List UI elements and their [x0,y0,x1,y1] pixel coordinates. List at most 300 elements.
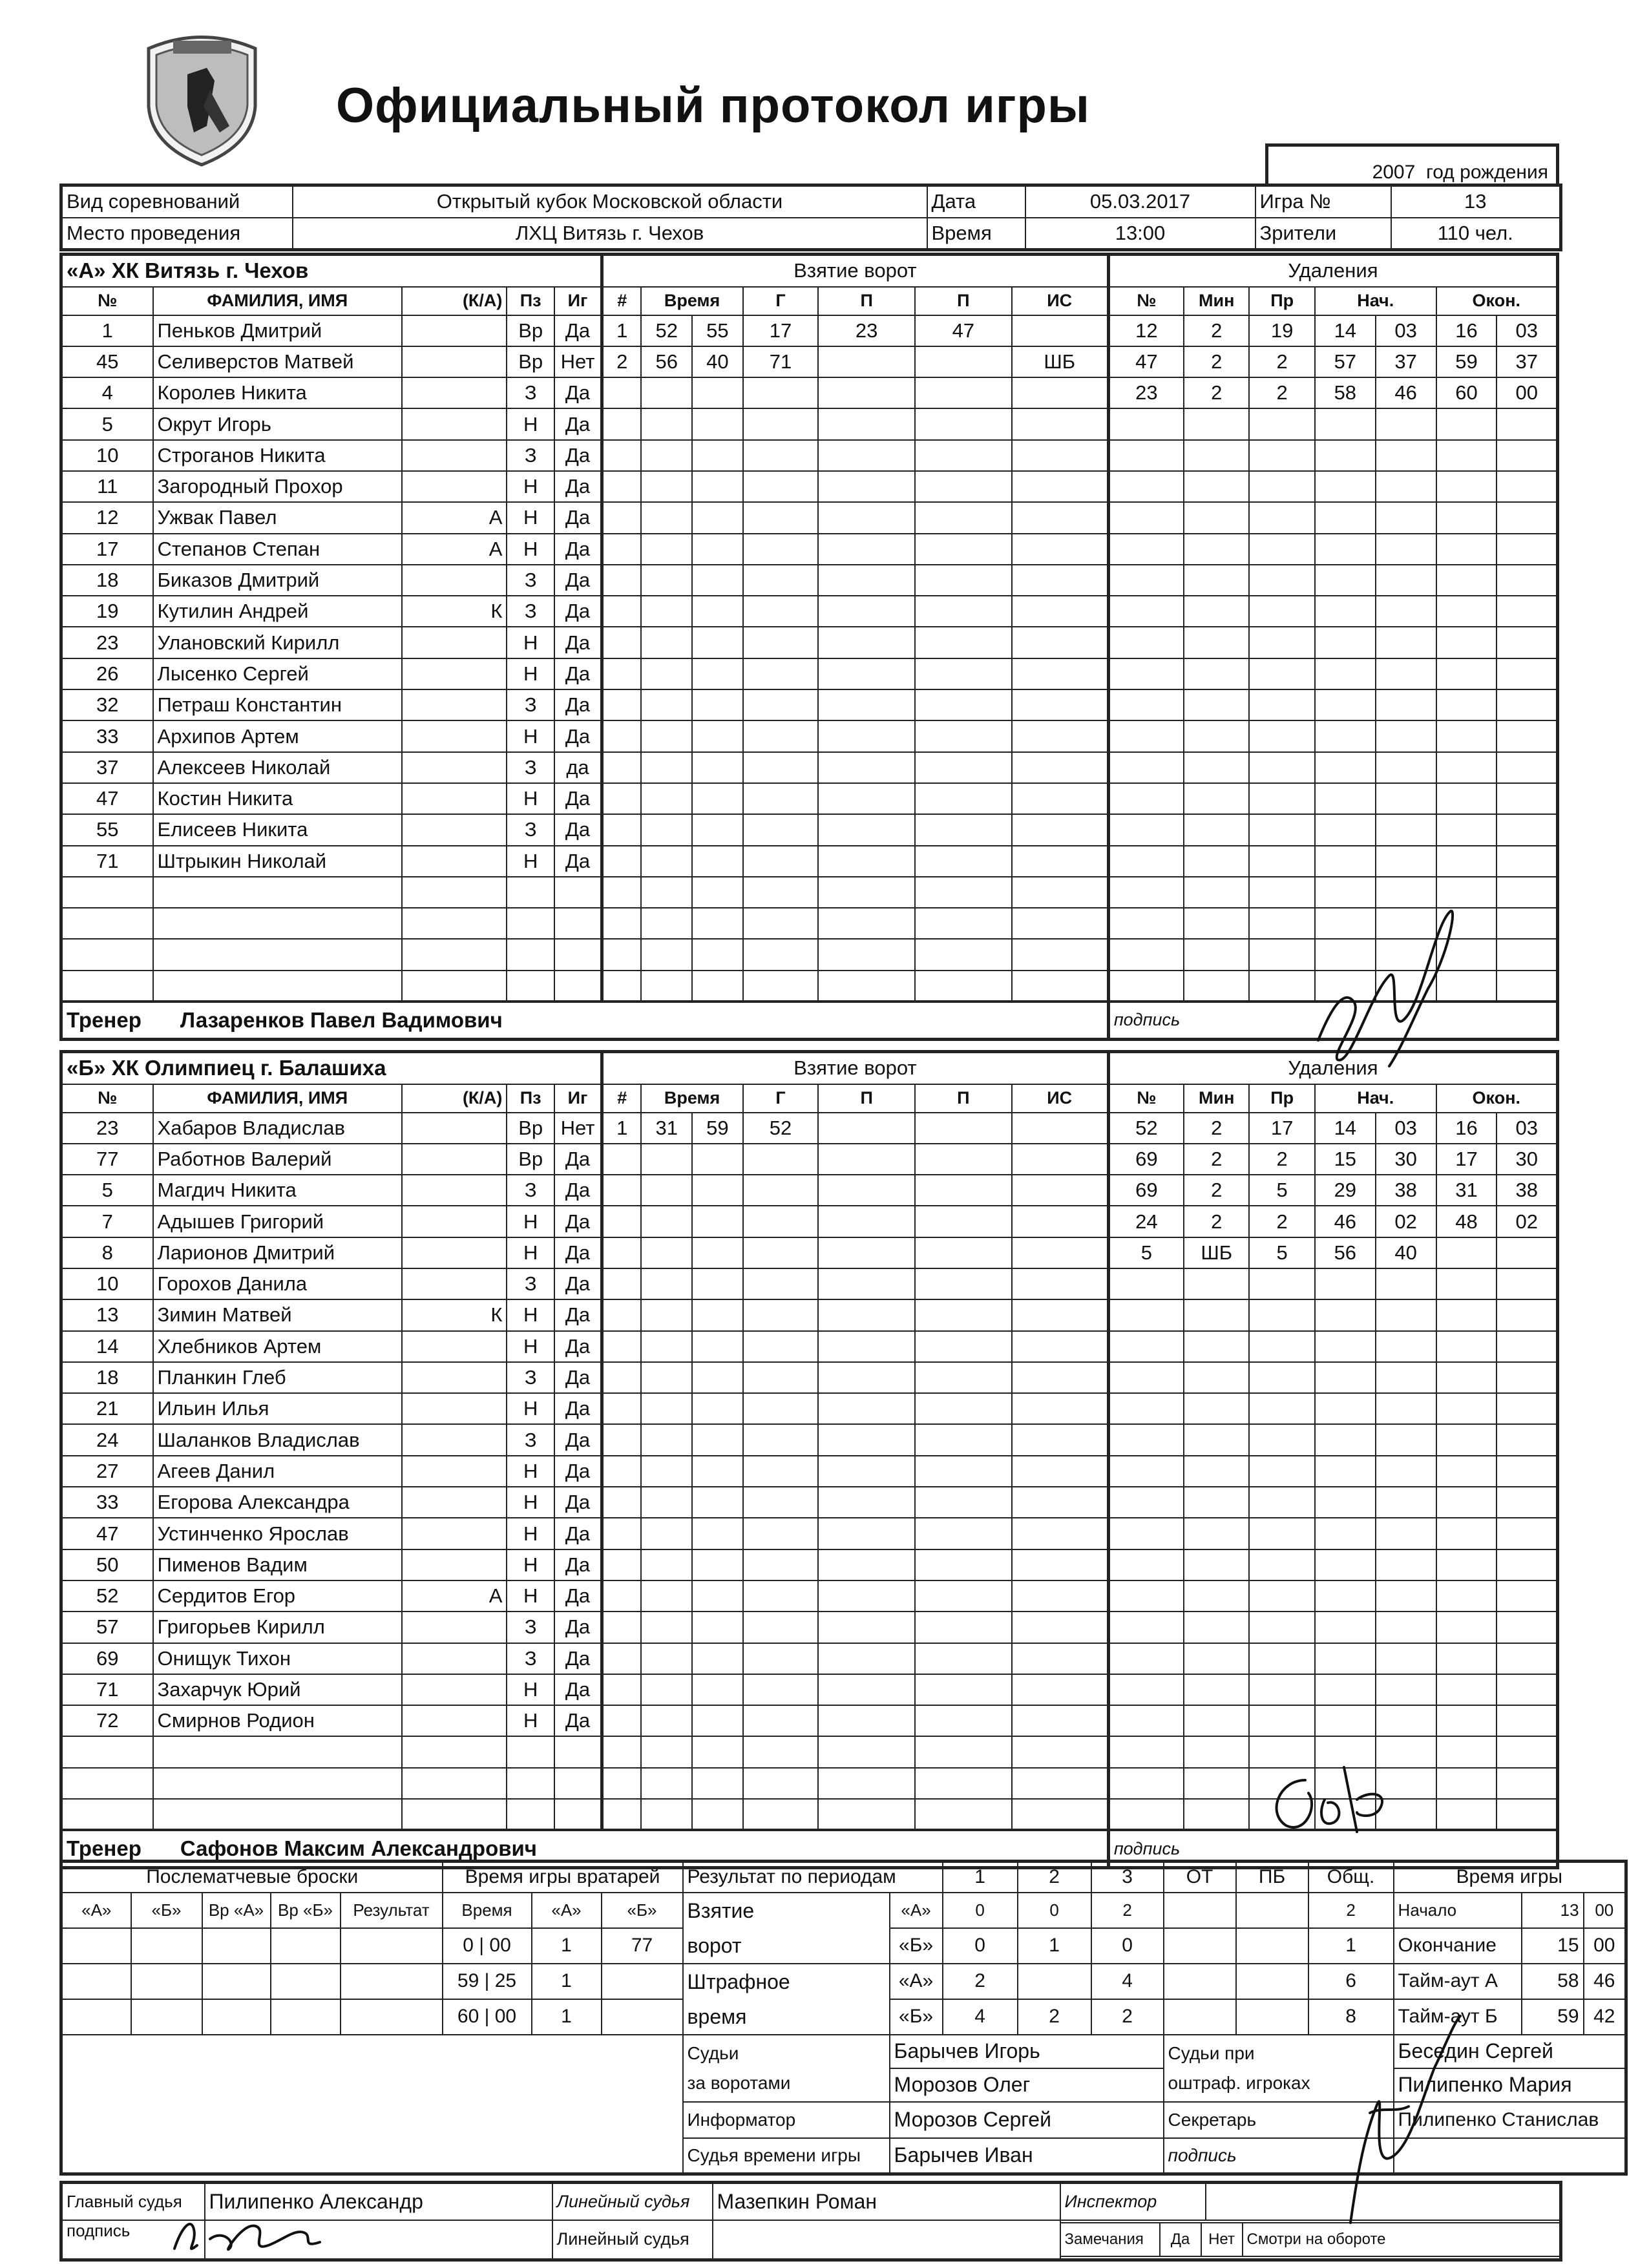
penalty-start-sec: 40 [1376,1237,1436,1268]
goal-scorer [743,1268,819,1299]
goal-number [602,534,642,565]
col-assist-1-header: П [818,287,915,315]
penalty-player [1108,1299,1184,1330]
penalty-start-sec [1376,1299,1436,1330]
penalty-start-min [1315,1549,1376,1580]
goal-second [692,1175,743,1206]
table-row [61,502,1558,533]
player-name: Онищук Тихон [153,1643,403,1674]
player-number [61,1768,153,1799]
table-row [61,534,1558,565]
player-played: Да [554,1268,602,1299]
start-label: Начало [1394,1893,1522,1928]
goal-assist-1 [818,814,915,845]
goal-number [602,471,642,502]
penalty-start-min: 14 [1315,315,1376,346]
penalty-player [1108,720,1184,751]
goal-number [602,1736,642,1767]
goal-second [692,1705,743,1736]
col-pen-no-header: № [1108,287,1184,315]
player-position: Н [507,658,554,689]
penalty-reason [1249,1393,1314,1424]
goal-assist-1 [818,1424,915,1455]
penalty-minutes [1184,1518,1249,1549]
player-number: 47 [61,783,153,814]
penalty-end-min [1436,1268,1497,1299]
pim-b-ot [1164,1999,1236,2035]
coach-signature-label: подпись [1108,1830,1557,1867]
goal-number [602,565,642,596]
table-row [61,627,1558,658]
goal-assist-2 [915,1643,1012,1674]
player-position: Н [507,1299,554,1330]
player-role [402,1612,507,1643]
date-label: Дата [927,185,1025,218]
player-played: Да [554,1487,602,1518]
player-played: Да [554,783,602,814]
player-number: 10 [61,440,153,471]
goal-minute: 31 [641,1113,692,1144]
penalty-start-sec [1376,1674,1436,1705]
player-position [507,1799,554,1830]
goal-judge-2: Морозов Олег [890,2068,1164,2102]
player-position: Н [507,471,554,502]
penalty-start-sec [1376,440,1436,471]
goal-scorer [743,1144,819,1175]
table-row [61,1393,1558,1424]
goal-minute [641,1362,692,1393]
goal-assist-1 [818,502,915,533]
penalty-reason [1249,1362,1314,1393]
penalty-start-sec: 38 [1376,1175,1436,1206]
goal-number [602,783,642,814]
penalty-reason [1249,1580,1314,1612]
goal-scorer [743,627,819,658]
col-ka-header: (К/А) [402,1084,507,1113]
penalty-end-min [1436,1643,1497,1674]
player-name [153,1799,403,1830]
penalty-minutes [1184,627,1249,658]
goal-assist-1 [818,596,915,627]
player-number: 71 [61,846,153,877]
goal-scorer [743,939,819,970]
player-role [402,1456,507,1487]
goal-situation [1012,1299,1109,1330]
table-row [61,1487,1558,1518]
goal-number [602,1705,642,1736]
player-name: Смирнов Родион [153,1705,403,1736]
penalty-start-sec [1376,502,1436,533]
table-row [61,783,1558,814]
penalty-start-sec [1376,596,1436,627]
goal-minute [641,1268,692,1299]
penalty-player [1108,1456,1184,1487]
goal-situation [1012,377,1109,408]
penalty-start-min [1315,658,1376,689]
goal-second [692,689,743,720]
goal-minute [641,1393,692,1424]
table-row [61,720,1558,751]
timeout-b-label: Тайм-аут Б [1394,1999,1522,2035]
penalty-start-sec [1376,1705,1436,1736]
player-role [402,1487,507,1518]
coach-name: Сафонов Максим Александрович [180,1836,537,1861]
goals-b-total: 1 [1308,1928,1394,1964]
penalty-start-min [1315,1331,1376,1362]
referee-handwritten-signature [165,2210,339,2262]
goal-number [602,1331,642,1362]
penalty-player [1108,1424,1184,1455]
goal-situation [1012,1424,1109,1455]
timeout-b-sec: 42 [1584,1999,1626,2035]
table-row [61,346,1558,377]
penalty-minutes: 2 [1184,315,1249,346]
goal-assist-2 [915,1206,1012,1237]
goal-assist-1 [818,1206,915,1237]
goal-second [692,408,743,439]
goal-assist-2 [915,502,1012,533]
penalty-end-min [1436,814,1497,845]
player-role [402,315,507,346]
penalty-end-min [1436,1612,1497,1643]
goal-scorer [743,471,819,502]
goal-scorer [743,658,819,689]
player-role [402,1268,507,1299]
penalty-end-sec [1497,877,1557,908]
player-role [402,658,507,689]
goal-situation [1012,1643,1109,1674]
goal-assist-2 [915,877,1012,908]
penalty-player [1108,908,1184,939]
goal-number [602,1580,642,1612]
player-played: Да [554,1299,602,1330]
goal-assist-2 [915,408,1012,439]
player-position: З [507,1175,554,1206]
goal-minute [641,1331,692,1362]
penalty-end-sec [1497,1268,1557,1299]
penalty-end-sec [1497,1768,1557,1799]
venue-value: ЛХЦ Витязь г. Чехов [293,218,927,250]
penalty-end-sec [1497,1487,1557,1518]
player-role [402,1206,507,1237]
goal-assist-2 [915,1768,1012,1799]
so-team-b: «Б» [131,1893,202,1928]
player-name: Алексеев Николай [153,752,403,783]
table-row [61,814,1558,845]
goal-assist-2 [915,1518,1012,1549]
remarks-yes: Да [1160,2223,1201,2256]
goal-situation [1012,1206,1109,1237]
player-number: 10 [61,1268,153,1299]
penalty-end-sec [1497,1549,1557,1580]
table-row [61,1268,1558,1299]
player-position: Н [507,846,554,877]
goal-second [692,1268,743,1299]
penalty-minutes [1184,1799,1249,1830]
goals-label: Взятие ворот [683,1893,890,1964]
player-played: Да [554,1643,602,1674]
goal-situation [1012,315,1109,346]
goal-situation [1012,408,1109,439]
goal-assist-1 [818,1518,915,1549]
penalty-minutes [1184,1299,1249,1330]
player-name: Лысенко Сергей [153,658,403,689]
table-row [61,377,1558,408]
penalty-start-min [1315,1362,1376,1393]
goal-number [602,1424,642,1455]
player-played: Да [554,471,602,502]
player-name: Штрыкин Николай [153,846,403,877]
goal-assist-1 [818,908,915,939]
see-back-label: Смотри на обороте [1243,2223,1560,2256]
goal-assist-1 [818,1362,915,1393]
player-played: Да [554,1612,602,1643]
goal-second [692,440,743,471]
goal-assist-2 [915,1549,1012,1580]
player-played: Да [554,1144,602,1175]
player-position [507,971,554,1002]
birth-year-box [1265,143,1559,187]
penalty-end-min [1436,1549,1497,1580]
shootout-header: ПБ [1236,1862,1308,1893]
penalty-end-sec: 37 [1497,346,1557,377]
penalty-reason: 19 [1249,315,1314,346]
penalty-start-min: 29 [1315,1175,1376,1206]
penalty-player [1108,1643,1184,1674]
player-played: Да [554,1518,602,1549]
goal-assist-1 [818,440,915,471]
penalty-player [1108,1736,1184,1767]
goal-assist-2 [915,565,1012,596]
player-played: Нет [554,1113,602,1144]
player-number: 69 [61,1643,153,1674]
player-role [402,377,507,408]
goal-situation [1012,1113,1109,1144]
goal-situation [1012,440,1109,471]
goal-assist-1 [818,471,915,502]
player-played [554,908,602,939]
penalty-reason [1249,783,1314,814]
penalty-start-sec [1376,783,1436,814]
goal-scorer [743,1580,819,1612]
goal-minute [641,1799,692,1830]
penalty-reason [1249,689,1314,720]
goal-situation [1012,752,1109,783]
goals-b-pb [1236,1928,1308,1964]
goal-number [602,440,642,471]
player-name: Кутилин Андрей [153,596,403,627]
penalty-end-sec [1497,1299,1557,1330]
penalty-start-sec [1376,1643,1436,1674]
goal-second [692,939,743,970]
penalty-end-min [1436,720,1497,751]
player-position: З [507,1612,554,1643]
player-role [402,1424,507,1455]
player-number [61,908,153,939]
penalty-end-min [1436,1705,1497,1736]
col-no-header: № [61,1084,153,1113]
goal-minute [641,1549,692,1580]
player-name [153,1768,403,1799]
box-judge-1: Беседин Сергей [1394,2035,1626,2068]
player-played [554,877,602,908]
player-number: 23 [61,627,153,658]
goal-scorer [743,1768,819,1799]
player-number: 5 [61,408,153,439]
penalty-reason: 2 [1249,1144,1314,1175]
goal-assist-2 [915,939,1012,970]
goal-scorer [743,1612,819,1643]
player-number: 33 [61,1487,153,1518]
penalty-reason [1249,565,1314,596]
player-played: Да [554,534,602,565]
goal-assist-1 [818,1612,915,1643]
goal-number [602,1487,642,1518]
penalty-player: 23 [1108,377,1184,408]
goal-situation [1012,720,1109,751]
goal-minute [641,596,692,627]
player-played: Да [554,1674,602,1705]
goals-b-p1: 0 [943,1928,1018,1964]
goal-assist-2 [915,1674,1012,1705]
penalty-minutes [1184,1268,1249,1299]
goal-situation [1012,846,1109,877]
player-number: 52 [61,1580,153,1612]
coach-a-signature [1292,898,1467,1086]
goal-second [692,1799,743,1830]
penalty-end-sec [1497,1612,1557,1643]
penalty-minutes [1184,720,1249,751]
gk-row-2-a: 1 [532,1964,602,1999]
player-position: З [507,1268,554,1299]
penalty-end-min [1436,534,1497,565]
penalty-end-sec [1497,596,1557,627]
goal-minute [641,1768,692,1799]
date-value: 05.03.2017 [1025,185,1255,218]
penalty-start-min [1315,1674,1376,1705]
goals-b-p3: 0 [1091,1928,1164,1964]
penalty-player: 5 [1108,1237,1184,1268]
penalty-reason [1249,408,1314,439]
goal-assist-1 [818,939,915,970]
pim-a-p1: 2 [943,1964,1018,1999]
goal-scorer [743,877,819,908]
player-position: З [507,1362,554,1393]
player-number: 33 [61,720,153,751]
player-number: 13 [61,1299,153,1330]
goal-scorer [743,1237,819,1268]
penalty-start-min [1315,408,1376,439]
goal-assist-1 [818,1768,915,1799]
penalty-end-min [1436,471,1497,502]
goal-minute [641,877,692,908]
goal-assist-2 [915,627,1012,658]
player-number: 57 [61,1612,153,1643]
penalty-reason [1249,720,1314,751]
col-assist-2-header: П [915,1084,1012,1113]
penalty-player [1108,1268,1184,1299]
penalty-reason: 2 [1249,377,1314,408]
table-row [61,1299,1558,1330]
secretary-label: Секретарь [1164,2102,1394,2138]
goal-number [602,1456,642,1487]
goal-number [602,1206,642,1237]
club-logo [142,29,262,168]
table-row [61,1362,1558,1393]
col-no-header: № [61,287,153,315]
table-row [61,1580,1558,1612]
table-row [61,408,1558,439]
penalty-minutes [1184,1643,1249,1674]
player-role [402,1799,507,1830]
goal-scorer [743,1518,819,1549]
penalty-start-min [1315,814,1376,845]
goal-scorer [743,1549,819,1580]
goal-scorer [743,689,819,720]
player-played: Да [554,720,602,751]
goal-assist-2 [915,1612,1012,1643]
goal-second [692,1643,743,1674]
penalty-start-min [1315,1268,1376,1299]
col-goal-no-header: # [602,287,642,315]
goal-assist-2 [915,471,1012,502]
spectators-label: Зрители [1255,218,1391,250]
penalty-end-min [1436,689,1497,720]
player-name: Егорова Александра [153,1487,403,1518]
penalty-player [1108,1549,1184,1580]
player-position: З [507,814,554,845]
timeout-b-min: 59 [1522,1999,1584,2035]
penalty-end-min [1436,1580,1497,1612]
gk-row-3-time: 60 | 00 [443,1999,532,2035]
table-row [61,440,1558,471]
penalty-end-min [1436,846,1497,877]
player-name [153,877,403,908]
player-name: Сердитов Егор [153,1580,403,1612]
so-team-a: «А» [61,1893,131,1928]
goal-number [602,1518,642,1549]
goal-scorer [743,440,819,471]
referee-signature-label: подпись [61,2220,205,2260]
goal-second [692,814,743,845]
penalty-reason: 2 [1249,1206,1314,1237]
period-2-header: 2 [1018,1862,1091,1893]
penalty-minutes [1184,1393,1249,1424]
goal-number [602,658,642,689]
player-role [402,908,507,939]
goal-assist-2 [915,1362,1012,1393]
player-name: Пеньков Дмитрий [153,315,403,346]
penalty-player [1108,408,1184,439]
player-played: Да [554,1424,602,1455]
penalty-minutes [1184,408,1249,439]
overtime-header: ОТ [1164,1862,1236,1893]
goal-minute [641,846,692,877]
goal-second [692,1144,743,1175]
goal-number [602,1799,642,1830]
goals-a-pb [1236,1893,1308,1928]
penalty-reason [1249,1299,1314,1330]
player-number: 7 [61,1206,153,1237]
penalty-minutes [1184,1549,1249,1580]
goal-scorer [743,408,819,439]
penalty-minutes [1184,471,1249,502]
goal-second [692,1362,743,1393]
player-role [402,1518,507,1549]
penalty-end-min [1436,408,1497,439]
player-played: Да [554,1580,602,1612]
goal-minute [641,1237,692,1268]
